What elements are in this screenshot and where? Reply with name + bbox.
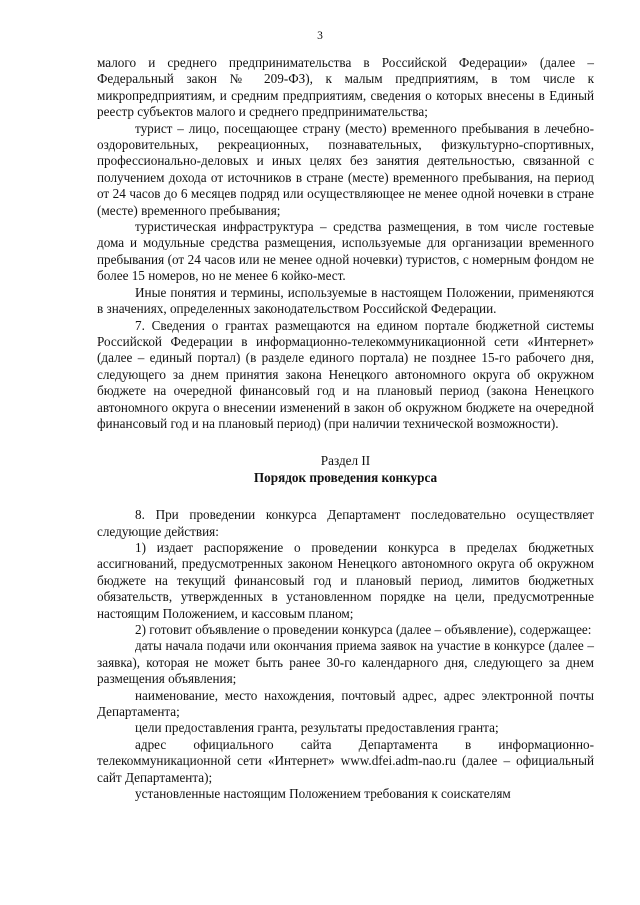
paragraph-application-dates: даты начала подачи или окончания приема заявок на участие в конкурсе (далее – заявка), которая не может быть ранее 30-го календарного дня, следующего за днем размещения объявления; [97, 638, 594, 687]
section-label: Раздел II [320, 453, 371, 469]
document-body [97, 55, 594, 802]
page-number: 3 [317, 30, 323, 42]
paragraph-other-terms: Иные понятия и термины, используемые в настоящем Положении, применяются в значениях, определенных законодательством Российской Федерации. [97, 284, 594, 317]
paragraph-requirements: установленные настоящим Положением требования к соискателям [135, 786, 511, 802]
paragraph-definitions-continuation: малого и среднего предпринимательства в Российской Федерации» (далее – Федеральный закон № 209-ФЗ), к малым предприятиям, в том числе к микропредприятиям, и средним предприятиям, сведения о которых внесены в Единый реестр субъектов малого и среднего предпринимательства; [97, 55, 594, 120]
paragraph-item-7: 7. Сведения о грантах размещаются на едином портале бюджетной системы Российской Федерации в информационно-телекоммуникационной сети «Интернет» (далее – единый портал) (в разделе единого портала) не позднее 15-го рабочего дня, следующего за днем принятия закона Ненецкого автономного округа об окружном бюджете на очередной финансовый год и на плановый период (закона Ненецкого автономного округа о внесении изменений в закон об окружном бюджете на очередной финансовый год и на плановый период) (при наличии технической возможности). [97, 317, 594, 431]
paragraph-tourist-infrastructure: туристическая инфраструктура – средства размещения, в том числе гостевые дома и модульные средства размещения, используемые для организации временного пребывания (от 24 часов или не менее одной ночевки) туристов, с номерным фондом не более 15 номеров, но не менее 6 койко-мест. [97, 219, 594, 284]
paragraph-official-site: адрес официального сайта Департамента в информационно-телекоммуникационной сети «Интернет» www.dfei.adm-nao.ru (далее – официальный сайт Департамента); [97, 736, 594, 785]
paragraph-subitem-1: 1) издает распоряжение о проведении конкурса в пределах бюджетных ассигнований, предусмотренных законом Ненецкого автономного округа об окружном бюджете на текущий финансовый год и плановый период, лимитов бюджетных обязательств, утвержденных в установленном порядке на цели, предусмотренные настоящим Положением, и кассовым планом; [97, 539, 594, 621]
paragraph-subitem-2: 2) готовит объявление о проведении конкурса (далее – объявление), содержащее: [135, 622, 592, 637]
section-title: Порядок проведения конкурса [253, 469, 438, 485]
paragraph-department-address: наименование, место нахождения, почтовый адрес, адрес электронной почты Департамента; [97, 687, 594, 720]
paragraph-tourist-definition: турист – лицо, посещающее страну (место) временного пребывания в лечебно-оздоровительных, рекреационных, познавательных, физкультурно-спортивных, профессионально-деловых и иных целях без занятия деятельностью, связанной с получением дохода от источников в стране (месте) временного пребывания, на период от 24 часов до 6 месяцев подряд или осуществляющее не менее одной ночевки в стране (месте) временного пребывания; [97, 120, 594, 218]
paragraph-grant-goals: цели предоставления гранта, результаты предоставления гранта; [135, 720, 499, 736]
paragraph-item-8: 8. При проведении конкурса Департамент последовательно осуществляет следующие действия: [97, 507, 594, 539]
